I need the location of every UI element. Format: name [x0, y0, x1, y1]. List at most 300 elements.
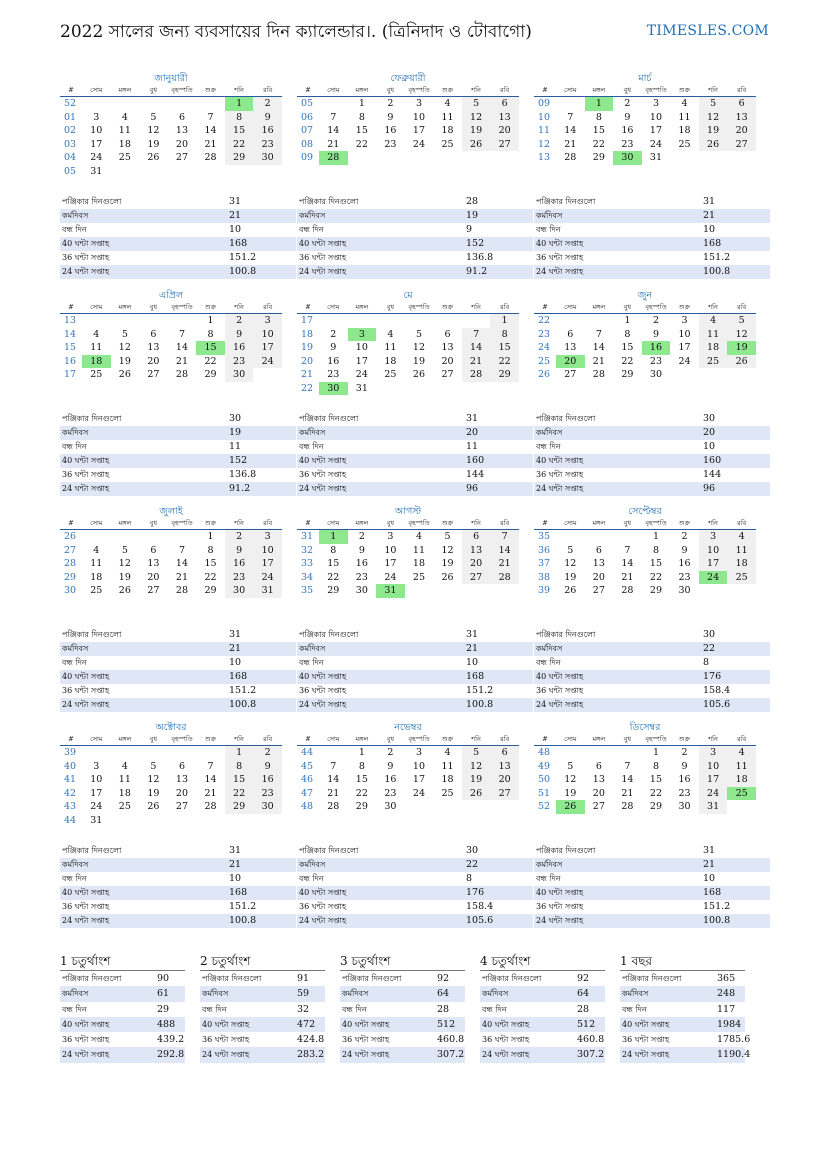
stat-label: 40 ঘন্টা সপ্তাহ: [620, 1017, 715, 1032]
day-cell: 5: [121, 328, 128, 340]
day-cell: 14: [327, 125, 340, 136]
week-row: [60, 328, 282, 342]
day-cell: 3: [415, 747, 422, 758]
weekday-header: মঙ্গল: [585, 302, 614, 314]
day-cell: 27: [175, 152, 189, 163]
day-cell: 18: [678, 125, 691, 136]
empty-cell: [139, 530, 168, 544]
day-cell: 17: [412, 774, 426, 785]
stat-label: 24 ঘন্টা সপ্তাহ: [60, 265, 227, 279]
day-cell: 7: [624, 760, 631, 772]
stat-label: 36 ঘন্টা সপ্তাহ: [482, 1035, 530, 1045]
week-row: [534, 584, 756, 598]
week-row: [297, 368, 519, 382]
stat-row: [297, 698, 533, 712]
stat-label: পঞ্জিকার দিনগুলো: [299, 630, 359, 639]
month-table: [534, 518, 756, 598]
day-cell: 7: [595, 328, 602, 340]
day-cell: 9: [681, 544, 688, 556]
day-cell: 9: [253, 760, 282, 774]
day-cell: 11: [118, 125, 131, 136]
day-cell: 4: [415, 531, 422, 542]
empty-cell: [139, 165, 168, 179]
stat-value: 64: [575, 986, 605, 1001]
stat-label: 36 ঘন্টা সপ্তাহ: [62, 253, 110, 262]
week-row: [534, 557, 756, 571]
stat-row: [534, 872, 770, 886]
day-cell: 18: [727, 557, 756, 571]
stat-value: 20: [464, 426, 533, 440]
empty-cell: [139, 814, 168, 828]
day-cell: 27: [564, 369, 577, 380]
month-calendar: [297, 72, 519, 165]
week-row: [297, 314, 519, 328]
stat-label: 40 ঘন্টা সপ্তাহ: [297, 237, 464, 251]
week-row: [534, 760, 756, 774]
empty-cell: [433, 382, 462, 396]
day-cell: 27: [175, 801, 189, 812]
day-cell: 29: [649, 585, 663, 596]
day-cell: 30: [253, 151, 282, 165]
stat-value: 460.8: [577, 1034, 605, 1046]
day-cell: 6: [178, 760, 185, 772]
day-cell: 15: [355, 125, 368, 136]
day-cell: 22: [204, 571, 217, 583]
month-name[interactable]: নভেম্বর: [394, 722, 422, 733]
day-cell: 23: [649, 355, 663, 367]
day-cell: 16: [253, 773, 282, 787]
stat-value: 64: [435, 986, 465, 1001]
month-name[interactable]: ফেব্রুয়ারী: [390, 73, 426, 84]
weekday-header: শনি: [462, 85, 491, 97]
day-cell: 13: [147, 342, 160, 353]
stat-value: 136.8: [229, 469, 257, 480]
day-cell: 1: [652, 531, 659, 542]
week-number: 28: [64, 558, 77, 569]
day-cell: 10: [412, 760, 426, 772]
day-cell: 3: [681, 315, 688, 326]
month-calendar: [297, 721, 519, 814]
day-cell: 18: [441, 774, 454, 785]
month-name[interactable]: ডিসেম্বর: [629, 722, 661, 733]
day-cell: 4: [93, 328, 100, 340]
month-calendar: [534, 721, 756, 814]
stat-label: 36 ঘন্টা সপ্তাহ: [62, 1035, 110, 1045]
month-name[interactable]: মার্চ: [638, 73, 652, 84]
stat-row: [534, 223, 770, 237]
day-cell: 9: [358, 544, 365, 556]
day-cell: 29: [225, 151, 254, 165]
day-cell: 7: [178, 328, 185, 340]
day-cell: 22: [649, 787, 663, 799]
empty-cell: [556, 314, 585, 328]
site-logo-link[interactable]: TIMESLES.COM: [646, 23, 769, 39]
empty-cell: [111, 314, 140, 328]
stat-value: 100.8: [701, 914, 770, 928]
day-cell: 16: [225, 341, 254, 355]
weekday-header-row: [60, 734, 282, 746]
day-cell: 12: [118, 558, 131, 569]
week-number: 02: [64, 125, 77, 136]
day-cell: 23: [678, 787, 691, 799]
day-cell: 7: [490, 530, 519, 544]
stat-row: [480, 1017, 605, 1032]
day-cell: 10: [699, 760, 728, 774]
day-cell: 21: [204, 787, 217, 799]
day-cell: 16: [355, 558, 368, 569]
stat-row: [340, 986, 465, 1001]
stat-label: কর্মদিবস: [534, 209, 701, 223]
day-cell: 8: [652, 760, 659, 772]
stat-row: [297, 426, 533, 440]
weekday-header: রবি: [490, 302, 519, 314]
stat-value: 21: [701, 858, 770, 872]
quarter-title: 4 চতুর্থাংশ: [480, 952, 605, 971]
day-cell: 3: [415, 98, 422, 109]
day-cell: 21: [327, 787, 340, 799]
week-number: 44: [301, 747, 314, 758]
day-cell: 20: [727, 124, 756, 138]
stat-value: 1190.4: [715, 1047, 745, 1062]
day-cell: 23: [225, 355, 254, 369]
day-cell: 30: [253, 800, 282, 814]
day-cell: 12: [412, 342, 426, 353]
stat-label: পঞ্জিকার দিনগুলো: [202, 974, 262, 983]
stat-value: 30: [466, 845, 479, 856]
week-number: 50: [538, 774, 551, 785]
week-number: 39: [538, 585, 551, 596]
empty-cell: [585, 530, 614, 544]
day-cell: 20: [462, 557, 491, 571]
stat-row: [480, 1047, 605, 1062]
day-cell: 4: [444, 747, 451, 758]
stat-label: পঞ্জিকার দিনগুলো: [299, 197, 359, 206]
weekday-header: রবি: [490, 85, 519, 97]
day-cell: 11: [90, 558, 103, 569]
day-cell: 5: [150, 760, 157, 772]
month-name[interactable]: জুলাই: [159, 506, 183, 517]
empty-cell: [319, 314, 348, 328]
weekday-header: বৃহস্পতি: [168, 85, 197, 97]
stat-value: 136.8: [466, 252, 494, 263]
month-table: [60, 302, 282, 382]
week-row: [297, 800, 519, 814]
day-cell: 19: [118, 355, 131, 367]
stat-row: [534, 914, 770, 928]
stat-label: 36 ঘন্টা সপ্তাহ: [299, 470, 347, 479]
stat-label: পঞ্জিকার দিনগুলো: [62, 974, 122, 983]
month-stats: [534, 628, 770, 712]
stat-value: 144: [466, 469, 485, 480]
stat-row: [297, 886, 533, 900]
stat-value: 31: [703, 196, 716, 207]
week-number: 42: [64, 787, 77, 799]
day-cell: 30: [355, 585, 368, 596]
stat-value: 1984: [715, 1017, 745, 1032]
weekday-header: মঙ্গল: [585, 734, 614, 746]
stat-row: [60, 971, 185, 986]
empty-cell: [585, 746, 614, 760]
day-cell: 2: [652, 315, 659, 326]
week-number: 06: [301, 111, 314, 123]
day-cell: 7: [207, 760, 214, 772]
empty-cell: [462, 382, 491, 396]
day-cell: 13: [592, 558, 605, 569]
stat-value: 283.2: [295, 1047, 325, 1062]
day-cell: 23: [355, 571, 368, 583]
week-number: 07: [301, 125, 314, 136]
quarter-stats: [60, 971, 185, 1063]
day-cell: 28: [175, 369, 189, 380]
day-cell: 21: [592, 355, 605, 367]
stat-value: 31: [229, 629, 242, 640]
stat-value: 31: [466, 629, 479, 640]
weekday-header: মঙ্গল: [585, 85, 614, 97]
holiday-day-cell: 19: [727, 341, 756, 355]
empty-cell: [319, 97, 348, 111]
empty-cell: [168, 530, 197, 544]
weekday-header: বৃহস্পতি: [405, 302, 434, 314]
week-row: [534, 124, 756, 138]
day-cell: 22: [355, 138, 368, 150]
stat-value: 30: [229, 413, 242, 424]
month-name[interactable]: আগস্ট: [395, 506, 421, 517]
empty-cell: [82, 97, 111, 111]
day-cell: 3: [652, 98, 659, 109]
stat-label: 24 ঘন্টা সপ্তাহ: [60, 914, 227, 928]
day-cell: 22: [355, 787, 368, 799]
weekday-header: #: [60, 302, 82, 314]
day-cell: 29: [621, 369, 634, 380]
stat-row: [200, 1032, 325, 1047]
day-cell: 6: [595, 760, 602, 772]
stat-value: 460.8: [437, 1034, 465, 1046]
stat-label: 40 ঘন্টা সপ্তাহ: [534, 454, 701, 468]
empty-cell: [433, 584, 462, 598]
stat-value: 20: [701, 426, 770, 440]
weekday-header: শনি: [225, 85, 254, 97]
week-number: 16: [64, 355, 77, 367]
day-cell: 16: [384, 774, 397, 785]
day-cell: 13: [727, 111, 756, 125]
weekday-header: রবি: [490, 734, 519, 746]
day-cell: 18: [727, 773, 756, 787]
month-table: [297, 85, 519, 165]
day-cell: 1: [207, 315, 214, 326]
day-cell: 22: [649, 571, 663, 583]
stat-label: পঞ্জিকার দিনগুলো: [62, 846, 122, 855]
stat-row: [60, 698, 296, 712]
week-row: [60, 760, 282, 774]
weekday-header: শনি: [225, 518, 254, 530]
day-cell: 14: [621, 558, 634, 569]
empty-cell: [433, 314, 462, 328]
day-cell: 24: [253, 571, 282, 585]
empty-cell: [727, 584, 756, 598]
weekday-header: মঙ্গল: [348, 734, 377, 746]
day-cell: 23: [253, 138, 282, 152]
stat-value: 151.2: [703, 252, 731, 263]
day-cell: 3: [93, 760, 100, 772]
day-cell: 12: [462, 111, 491, 125]
quarter-stats: [200, 971, 325, 1063]
holiday-day-cell: 1: [225, 97, 254, 111]
quarter-summary-block: [200, 952, 325, 1063]
stat-label: 36 ঘন্টা সপ্তাহ: [62, 902, 110, 911]
month-name[interactable]: অক্টোবর: [155, 722, 187, 733]
stat-label: কর্মদিবস: [534, 858, 701, 872]
stat-value: 22: [701, 642, 770, 656]
stat-value: 28: [437, 1003, 450, 1015]
stat-label: 24 ঘন্টা সপ্তাহ: [620, 1047, 715, 1062]
week-row: [297, 746, 519, 760]
weekday-header: শুক্র: [196, 734, 225, 746]
month-name[interactable]: এপ্রিল: [158, 290, 184, 301]
weekday-header: শুক্র: [196, 518, 225, 530]
weekday-header: সোম: [556, 518, 585, 530]
stat-row: [297, 265, 533, 279]
day-cell: 31: [649, 152, 663, 163]
quarter-stats: [620, 971, 751, 1063]
day-cell: 15: [327, 558, 340, 569]
stat-label: বন্ধ দিন: [536, 874, 561, 883]
stat-value: 168: [227, 670, 296, 684]
page-title: 2022 সালের জন্য ব্যবসায়ের দিন ক্যালেন্ডার।. (ত্রিনিদাদ ও টোবাগো): [60, 22, 532, 42]
stat-row: [297, 454, 533, 468]
stat-row: [297, 684, 533, 698]
day-cell: 28: [327, 801, 340, 812]
month-name[interactable]: সেপ্টেম্বর: [628, 506, 662, 517]
weekday-header: সোম: [319, 734, 348, 746]
day-cell: 26: [462, 787, 491, 801]
week-number: 25: [538, 355, 551, 367]
week-row: [60, 368, 282, 382]
day-cell: 16: [621, 125, 634, 136]
stat-row: [60, 684, 296, 698]
stat-value: 100.8: [227, 914, 296, 928]
day-cell: 19: [118, 571, 131, 583]
stat-label: বন্ধ দিন: [299, 442, 324, 451]
weekday-header: মঙ্গল: [111, 85, 140, 97]
week-row: [534, 355, 756, 369]
day-cell: 8: [595, 111, 602, 123]
day-cell: 12: [147, 774, 160, 785]
day-cell: 15: [649, 558, 663, 569]
empty-cell: [670, 368, 699, 382]
empty-cell: [585, 314, 614, 328]
month-table: [60, 85, 282, 178]
day-cell: 21: [621, 787, 634, 799]
weekday-header-row: [60, 85, 282, 97]
stat-value: 10: [466, 657, 479, 668]
stat-row: [297, 844, 533, 858]
day-cell: 23: [384, 138, 397, 150]
stat-value: 424.8: [297, 1034, 325, 1046]
stat-row: [534, 251, 770, 265]
holiday-day-cell: 24: [699, 571, 728, 585]
day-cell: 27: [441, 369, 454, 380]
holiday-day-cell: 18: [82, 355, 111, 369]
stat-row: [60, 195, 296, 209]
day-cell: 19: [412, 355, 426, 367]
weekday-header: সোম: [319, 518, 348, 530]
quarter-title: 3 চতুর্থাংশ: [340, 952, 465, 971]
stat-value: 100.8: [464, 698, 533, 712]
day-cell: 28: [204, 801, 217, 812]
day-cell: 4: [727, 530, 756, 544]
weekday-header: #: [297, 734, 319, 746]
stat-label: বন্ধ দিন: [342, 1004, 367, 1014]
stat-row: [297, 642, 533, 656]
stat-value: 29: [157, 1003, 170, 1015]
day-cell: 5: [567, 544, 574, 556]
day-cell: 14: [175, 558, 189, 569]
stat-value: 21: [227, 642, 296, 656]
day-cell: 12: [441, 544, 454, 556]
week-number: 22: [301, 382, 314, 394]
month-name[interactable]: জুন: [637, 290, 653, 301]
day-cell: 2: [387, 98, 394, 109]
week-row: [60, 341, 282, 355]
week-number: 52: [538, 801, 551, 812]
weekday-header-row: [534, 734, 756, 746]
weekday-header: রবি: [490, 518, 519, 530]
stat-row: [480, 971, 605, 986]
day-cell: 8: [225, 760, 254, 774]
day-cell: 17: [384, 558, 397, 569]
day-cell: 20: [147, 571, 160, 583]
stat-label: বন্ধ দিন: [536, 442, 561, 451]
day-cell: 13: [175, 125, 189, 136]
month-stats: [534, 412, 770, 496]
weekday-header: শনি: [462, 302, 491, 314]
weekday-header: সোম: [319, 302, 348, 314]
day-cell: 9: [225, 328, 254, 342]
day-cell: 26: [564, 585, 577, 596]
stat-value: 100.8: [227, 698, 296, 712]
day-cell: 25: [727, 571, 756, 585]
week-row: [60, 314, 282, 328]
day-cell: 21: [204, 138, 217, 150]
empty-cell: [111, 746, 140, 760]
month-name[interactable]: জানুয়ারী: [154, 73, 188, 84]
day-cell: 4: [387, 328, 394, 340]
week-number: 30: [64, 585, 77, 596]
empty-cell: [376, 151, 405, 165]
stat-label: কর্মদিবস: [200, 986, 295, 1001]
stat-value: 61: [155, 986, 185, 1001]
empty-cell: [405, 800, 434, 814]
day-cell: 17: [699, 773, 728, 787]
day-cell: 10: [253, 544, 282, 558]
day-cell: 6: [444, 328, 451, 340]
weekday-header: বুধ: [613, 85, 642, 97]
stat-value: 96: [701, 482, 770, 496]
week-number: 05: [64, 165, 77, 177]
month-name[interactable]: মে: [403, 290, 413, 301]
stat-label: পঞ্জিকার দিনগুলো: [62, 630, 122, 639]
empty-cell: [727, 800, 756, 814]
stat-label: 36 ঘন্টা সপ্তাহ: [622, 1035, 670, 1045]
empty-cell: [253, 165, 282, 179]
weekday-header: মঙ্গল: [111, 518, 140, 530]
day-cell: 11: [412, 544, 426, 556]
stat-row: [297, 872, 533, 886]
day-cell: 10: [253, 328, 282, 342]
day-cell: 9: [387, 111, 394, 123]
day-cell: 16: [327, 355, 340, 367]
stat-row: [60, 642, 296, 656]
